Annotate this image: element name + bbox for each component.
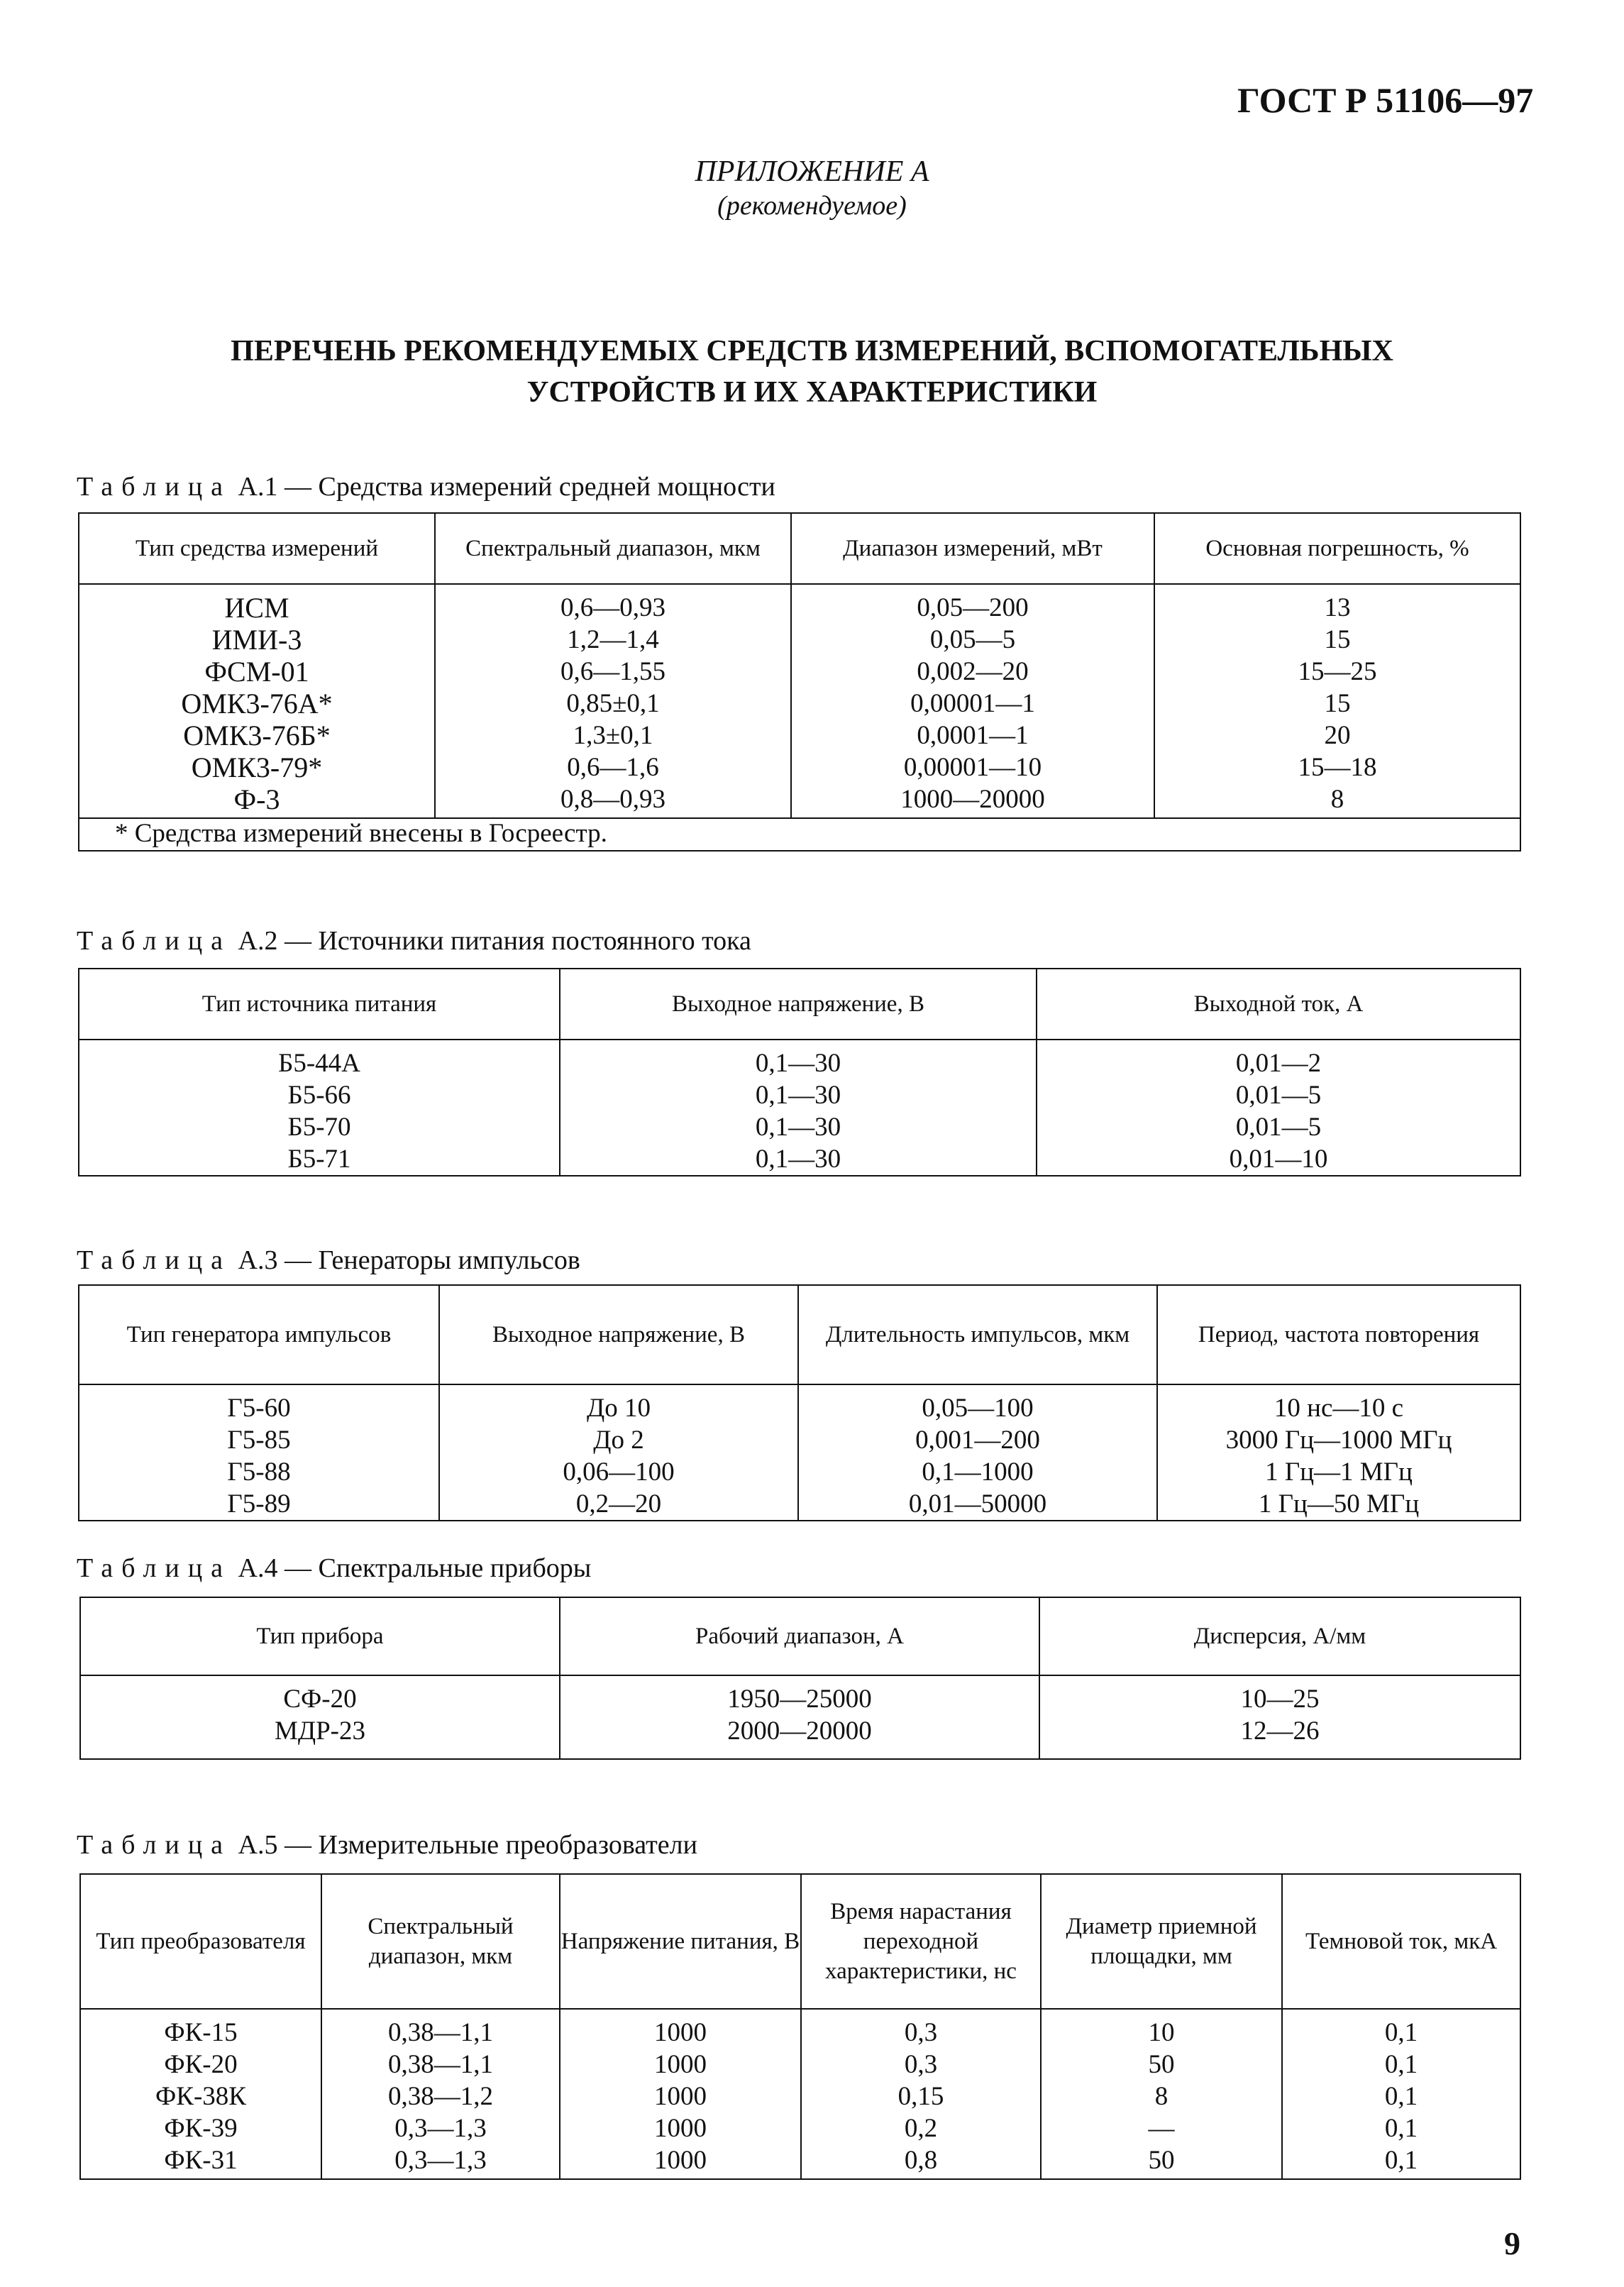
table-header-cell: Основная погрешность, % (1154, 513, 1520, 584)
table-a4 (79, 1597, 1521, 1760)
table-cell: 13 (1324, 593, 1351, 622)
table-cell: 0,01—2 (1235, 1049, 1322, 1078)
table-cell: 2000—20000 (727, 1716, 872, 1746)
table-cell: 0,3—1,3 (394, 2146, 487, 2175)
table-cell: 10 нс—10 с (1274, 1394, 1404, 1423)
table-cell: Ф-3 (233, 783, 280, 815)
table-cell: ИМИ-3 (211, 624, 302, 656)
cell-values (81, 2010, 321, 2176)
table-cell: ФК-15 (164, 2018, 238, 2047)
table-column (1039, 1675, 1520, 1759)
cell-values (560, 1040, 1036, 1175)
table-cell: 0,8—0,93 (560, 785, 665, 814)
table-cell: 1000 (654, 2146, 707, 2175)
table-cell: 0,15 (897, 2082, 944, 2111)
table-caption (77, 1553, 591, 1584)
table-header-cell: Тип преобразователя (80, 1874, 321, 2009)
table-column (801, 2009, 1041, 2179)
table-cell: 1,3±0,1 (573, 721, 653, 750)
table-cell: 0,1—30 (755, 1113, 841, 1142)
table-cell: 0,01—10 (1229, 1145, 1328, 1174)
table-cell: 8 (1154, 2082, 1169, 2111)
table-a2 (78, 968, 1521, 1176)
table-cell: 0,05—5 (929, 625, 1016, 654)
table-caption-text: А.3 — Генераторы импульсов (238, 1245, 580, 1275)
table-caption (77, 925, 751, 957)
table-cell: 1950—25000 (727, 1685, 872, 1714)
table-cell: 0,01—5 (1235, 1081, 1322, 1110)
cell-values (1042, 2010, 1281, 2176)
table-column (560, 1675, 1039, 1759)
table-header-cell: Период, частота повторения (1157, 1285, 1520, 1384)
table-label: Таблица (77, 926, 232, 956)
main-title: ПЕРЕЧЕНЬ РЕКОМЕНДУЕМЫХ СРЕДСТВ ИЗМЕРЕНИЙ, ВСПОМОГАТЕЛЬНЫХ УСТРОЙСТВ И ИХ ХАРАКТЕРИСТИКИ (231, 335, 1393, 409)
table-column (1282, 2009, 1520, 2179)
table-cell: 15 (1324, 689, 1351, 718)
table-cell: 0,3—1,3 (394, 2114, 487, 2143)
cell-values (1158, 1385, 1520, 1520)
table-cell: ФК-38К (155, 2082, 246, 2111)
table-cell: 1000 (654, 2050, 707, 2079)
cell-values (322, 2010, 559, 2176)
table-cell: 0,6—1,55 (560, 657, 665, 686)
table-cell: 0,0001—1 (917, 721, 1029, 750)
table-header-cell: Напряжение питания, В (560, 1874, 801, 2009)
table-cell: 0,01—50000 (908, 1489, 1047, 1519)
table-cell: 0,38—1,2 (388, 2082, 493, 2111)
table-column (1037, 1040, 1520, 1176)
table-column (80, 2009, 321, 2179)
table-cell: 0,3 (904, 2018, 938, 2047)
table-cell: 0,85±0,1 (566, 689, 660, 718)
table-cell: ОМК3-76Б* (183, 720, 331, 751)
table-a1 (78, 512, 1521, 852)
cell-values (792, 585, 1154, 815)
table-cell: 0,1 (1384, 2146, 1418, 2175)
table-header-cell: Спектральный диапазон, мкм (321, 1874, 560, 2009)
table-cell: Г5-89 (227, 1489, 291, 1519)
table-header-cell: Рабочий диапазон, А (560, 1597, 1039, 1675)
table-cell: 0,06—100 (563, 1457, 675, 1487)
table-header-cell: Выходной ток, А (1037, 969, 1520, 1040)
table-cell: ФК-31 (164, 2146, 238, 2175)
cell-values (1155, 585, 1520, 815)
table-label: Таблица (77, 1553, 232, 1583)
table-cell: 12—26 (1240, 1716, 1320, 1746)
table-column (798, 1384, 1157, 1521)
table-header-cell: Тип источника питания (79, 969, 560, 1040)
table-cell: 0,001—200 (915, 1426, 1040, 1455)
cell-values (79, 1385, 438, 1520)
table-column (1041, 2009, 1282, 2179)
table-cell: 10 (1148, 2018, 1175, 2047)
appendix-title: ПРИЛОЖЕНИЕ А (695, 155, 929, 188)
table-cell: ФК-20 (164, 2050, 238, 2079)
table-cell: 0,1 (1384, 2050, 1418, 2079)
table-header-cell: Время нарастания переходной характеристики, нс (801, 1874, 1041, 2009)
table-caption (77, 1829, 697, 1861)
table-header-cell: Темновой ток, мкА (1282, 1874, 1520, 2009)
table-cell: 0,01—5 (1235, 1113, 1322, 1142)
cell-values (81, 1676, 559, 1747)
table-caption-text: А.5 — Измерительные преобразователи (238, 1830, 697, 1860)
cell-values (802, 2010, 1040, 2176)
table-cell: 0,00001—1 (910, 689, 1035, 718)
table-cell: 8 (1330, 785, 1344, 814)
table-cell: 1 Гц—50 МГц (1258, 1489, 1420, 1519)
table-caption-text: А.2 — Источники питания постоянного тока (238, 926, 751, 956)
cell-values (560, 1676, 1039, 1747)
table-cell: 15—18 (1298, 753, 1377, 782)
table-cell: 3000 Гц—1000 МГц (1225, 1426, 1452, 1455)
table-header-cell: Диаметр приемной площадки, мм (1041, 1874, 1282, 2009)
table-label: Таблица (77, 1830, 232, 1860)
table-a3 (78, 1284, 1521, 1521)
cell-values (799, 1385, 1156, 1520)
table-cell: 15—25 (1298, 657, 1377, 686)
table-caption-text: А.1 — Средства измерений средней мощности (238, 472, 775, 502)
table-column (80, 1675, 560, 1759)
table-cell: Б5-44А (278, 1049, 360, 1078)
table-header-cell: Тип прибора (80, 1597, 560, 1675)
table-header-cell: Тип средства измерений (79, 513, 435, 584)
table-cell: Б5-71 (287, 1145, 351, 1174)
table-a5 (79, 1873, 1521, 2180)
table-cell: 0,38—1,1 (388, 2050, 493, 2079)
cell-values (79, 1040, 559, 1175)
table-column (439, 1384, 798, 1521)
table-header-cell: Выходное напряжение, В (560, 969, 1037, 1040)
table-cell: 0,2—20 (575, 1489, 662, 1519)
table-cell: 0,05—100 (922, 1394, 1034, 1423)
table-cell: 15 (1324, 625, 1351, 654)
table-label: Таблица (77, 472, 232, 502)
table-cell: 1000 (654, 2082, 707, 2111)
cell-values (1037, 1040, 1520, 1175)
table-cell: 1,2—1,4 (567, 625, 659, 654)
standard-number: ГОСТ Р 51106—97 (1237, 80, 1534, 120)
table-header-cell: Диапазон измерений, мВт (791, 513, 1154, 584)
table-cell: 1000 (654, 2114, 707, 2143)
cell-values (79, 585, 434, 815)
table-cell: 0,002—20 (917, 657, 1029, 686)
table-column (321, 2009, 560, 2179)
table-cell: 0,1—30 (755, 1081, 841, 1110)
table-footnote: * Средства измерений внесены в Госреестр. (79, 818, 1520, 851)
cell-values (436, 585, 790, 815)
table-caption-text: А.4 — Спектральные приборы (238, 1553, 592, 1583)
table-cell: 0,2 (904, 2114, 938, 2143)
table-header-cell: Спектральный диапазон, мкм (435, 513, 791, 584)
table-cell: 0,1—1000 (922, 1457, 1034, 1487)
table-header-cell: Длительность импульсов, мкм (798, 1285, 1157, 1384)
cell-values (1283, 2010, 1520, 2176)
table-cell: 10—25 (1240, 1685, 1320, 1714)
table-column (560, 1040, 1037, 1176)
table-cell: 50 (1148, 2050, 1175, 2079)
table-cell: 0,38—1,1 (388, 2018, 493, 2047)
table-column (79, 1384, 439, 1521)
table-cell: 0,6—0,93 (560, 593, 665, 622)
table-cell: До 2 (593, 1426, 644, 1455)
table-label: Таблица (77, 1245, 232, 1275)
table-cell: ОМК3-76А* (181, 688, 333, 720)
table-cell: Б5-66 (287, 1081, 351, 1110)
page-number: 9 (1504, 2225, 1520, 2261)
table-column (79, 1040, 560, 1176)
table-cell: 1 Гц—1 МГц (1265, 1457, 1413, 1487)
table-column (1154, 584, 1520, 818)
table-header-cell: Выходное напряжение, В (439, 1285, 798, 1384)
table-header-cell: Дисперсия, А/мм (1039, 1597, 1520, 1675)
table-cell: 1000—20000 (900, 785, 1045, 814)
table-cell: 0,00001—10 (903, 753, 1042, 782)
table-column (791, 584, 1154, 818)
table-cell: 0,1 (1384, 2114, 1418, 2143)
table-cell: 0,1—30 (755, 1145, 841, 1174)
table-cell: ФСМ-01 (204, 656, 309, 688)
table-cell: 0,6—1,6 (567, 753, 659, 782)
table-cell: 0,3 (904, 2050, 938, 2079)
table-column (560, 2009, 801, 2179)
table-cell: 0,8 (904, 2146, 938, 2175)
table-cell: Г5-60 (227, 1394, 291, 1423)
table-cell: До 10 (587, 1394, 651, 1423)
table-caption (77, 1245, 580, 1276)
cell-values (440, 1385, 797, 1520)
table-cell: 1000 (654, 2018, 707, 2047)
cell-values (560, 2010, 800, 2176)
table-cell: 0,05—200 (917, 593, 1029, 622)
table-cell: 50 (1148, 2146, 1175, 2175)
table-cell: ИСМ (224, 592, 289, 624)
table-cell: ОМК3-79* (191, 751, 323, 783)
table-cell: 0,1—30 (755, 1049, 841, 1078)
table-header-cell: Тип генератора импульсов (79, 1285, 439, 1384)
table-column (1157, 1384, 1520, 1521)
table-cell: Г5-85 (227, 1426, 291, 1455)
cell-values (1040, 1676, 1520, 1747)
table-caption (77, 471, 775, 502)
table-column (79, 584, 435, 818)
table-cell: Г5-88 (227, 1457, 291, 1487)
table-cell: — (1148, 2114, 1175, 2143)
table-cell: МДР-23 (274, 1716, 366, 1746)
table-column (435, 584, 791, 818)
table-cell: ФК-39 (164, 2114, 238, 2143)
appendix-subtitle: (рекомендуемое) (717, 191, 907, 221)
table-cell: СФ-20 (283, 1685, 357, 1714)
table-cell: Б5-70 (287, 1113, 351, 1142)
table-cell: 0,1 (1384, 2082, 1418, 2111)
table-cell: 0,1 (1384, 2018, 1418, 2047)
table-cell: 20 (1324, 721, 1351, 750)
